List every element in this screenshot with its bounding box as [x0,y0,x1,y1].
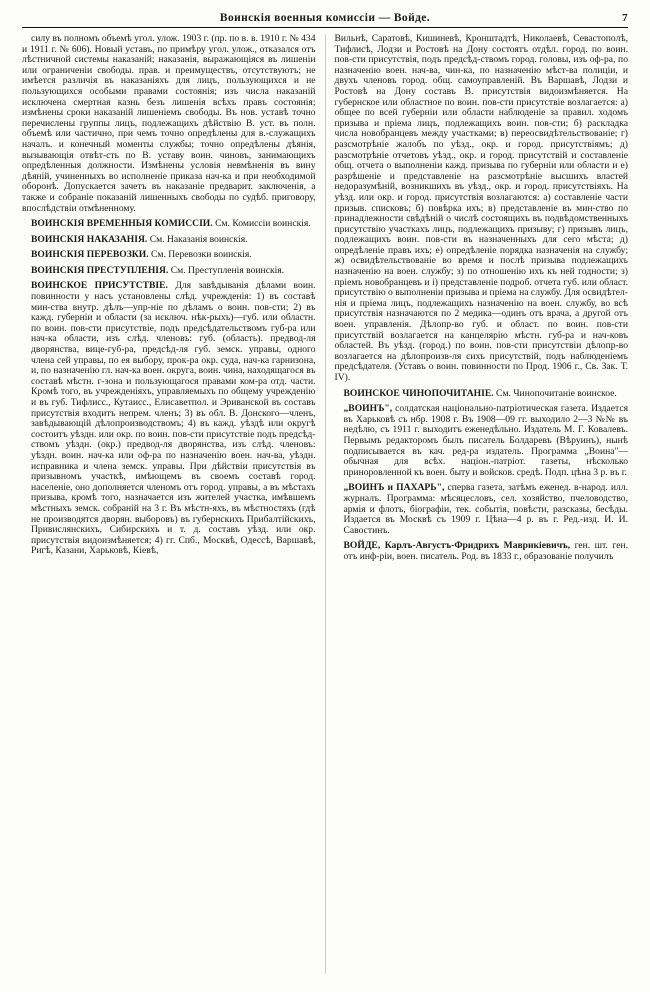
page-folio: 7 [622,12,628,24]
entry-body: солдатская національно-патріотическая газета. Издается въ Харьковѣ съ нбр. 1908 г. Въ 1908—09 гг. выходило 2—3 №№ въ недѣлю, съ 1911 г. выходитъ еженедѣльно. Издатель М. Г. Ковалевъ. Первымъ редакторомъ былъ писатель Болдаревъ (Вѣруинъ), нынѣ подписывается въ кач. ред-ра издатель. Программа „Воина"—обычная для всѣх. націон.-патріот. газеты, нѣсколько приноровленной къ воен. быту и войсков. средѣ. Подп. цѣна 3 р. въ г. [343,403,628,478]
entry-voin-newspaper [335,404,629,478]
entry-paragraph [335,389,629,400]
entry-headword: ВОЙДЕ, Карлъ-Августъ-Фридрихъ Маврикіевичъ, [343,540,571,552]
entry-body: См. Комиссіи воинскія. [212,218,311,230]
running-head-title: Воинскія военныя комиссіи — Войде. [219,12,431,24]
entry-paragraph [22,266,316,277]
entry-paragraph [22,250,316,261]
entry-paragraph [335,483,629,536]
entry-paragraph [22,281,316,556]
entry-voyde [335,541,629,562]
entry-body: ген. шт. ген. отъ инф-ріи, воен. писатель. Род. въ 1833 г., образованіе получилъ [343,540,628,562]
entry-body: См. Перевозки воинскія. [148,249,252,261]
entry-headword: „ВОИНЪ и ПАХАРЬ", [343,482,445,494]
entry-body: Для завѣдыванія дѣлами воин. повинности у насъ установлены слѣд. учрежденія: 1) въ составѣ мин-ства внутр. дѣлъ—упр-ніе по дѣламъ о воин. пов-сти; 2) въ кажд. губерніи и области (за исключ. нѣк-рыхъ)—губ. или областн. по воин. пов-сти присутствіе, подъ предсѣдательствомъ губ-ра или нач-ка области, изъ слѣд. членовъ: губ. (область). предвод-ля дворянства, вице-губ-ра, предсѣд-ля губ. земск. управы, одного члена сей управы, по ея выбору, прок-ра окр. суда, нач-ка гарнизона, и, по назначенію гл. нач-ка воен. округа, воин. чина, находящагося въ составѣ мѣстн. г-зона и пользующагося правами ком-ра отд. части. Кромѣ того, въ учрежденіяхъ, управляемыхъ по общему учрежденію и въ губ. Тифлисс., Кутаисс., Елисаветпол. и Эриванской въ составъ присутствія входитъ непрем. членъ; 3) въ обл. В. Донского—членъ, завѣдывающій дѣлопроизводствомъ; 4) въ кажд. уѣздѣ или округѣ состоитъ уѣздн. или окр. по воин. пов-сти присутствіе подъ предсѣд-ствомъ уѣздн. (окр.) предвод-ля дворянства, изъ слѣд. членовъ: уѣздн. воин. нач-ка или оф-ра по назначенію воен. нач-ва, уѣздн. исправника и члена земск. управы. При дѣйствіи присутствія въ призывномъ участкѣ, имѣющемъ въ своемъ составѣ город. населеніе, оно дополняется членомъ отъ город. управы, а въ мѣстахъ призыва, кромѣ того, назначается изъ жителей участка, имѣвшемъ мѣстныхъ земск. собраній на 3 г. Въ мѣстн-яхъ, въ мѣстностяхъ (гдѣ не производятся дворян. выборовъ) въ губернскихъ Прибалтійскихъ, Привислянскихъ, Сибирскихъ и т. д. составъ уѣзд. или окр. присутствія видоизмѣняется; 4) гг. Спб., Москвѣ, Одессѣ, Варшавѣ, Ригѣ, Казани, Харьковѣ, Кіевѣ, [31,280,316,557]
entry-headword: ВОИНСКІЯ ПЕРЕВОЗКИ. [31,249,149,261]
entry-headword: ВОИНСКОЕ ПРИСУТСТВІЕ. [31,280,168,292]
entry-voinskiya-nakazaniya [22,235,316,246]
two-column-body [22,34,628,974]
entry-voinskiya-vremennyya-komissii [22,219,316,230]
left-column [22,34,326,974]
entry-headword: ВОИНСКІЯ НАКАЗАНІЯ. [31,233,148,245]
entry-voinskiya-perevozki [22,250,316,261]
entry-headword: ВОИНСКІЯ ВРЕМЕННЫЯ КОМИССІИ. [31,218,213,230]
entry-headword: „ВОИНЪ", [343,403,393,415]
entry-voinskiya-prestupleniya [22,266,316,277]
entry-body: См. Наказанія воинскія. [147,233,248,245]
entry-voinskoe-chinopochitanie [335,389,629,400]
running-head [22,12,628,28]
right-column [326,34,629,974]
paragraph: силу въ полномъ объемѣ угол. улож. 1903 г. (пр. по в. в. 1910 г. № 434 и 1911 г. № 606). Новый уставъ, по примѣру угол. улож., отказался отъ лѣстничной системы наказаній; наказанія, выражающіяся въ лишеніи или ограниченіи свободы. прав. и преимуществъ, отсутствуютъ; не имѣется различія въ наказаніяхъ для лицъ, пользующихся и не пользующихся особыми правами состоянія; изъ числа наказаній исключена смертная казнь безъ лишенія всѣхъ правъ состоянія; измѣнены сроки наказаній лишеніемъ свободы. Въ нов. уставѣ точно перечислены группы лицъ, подлежащихъ дѣйствію В. уст. въ полн. объемѣ или частично, при чемъ точно опредѣлены для в.-служащихъ началъ. и конечный моменты службы; точно опредѣлены дѣянія, вызывающія отвѣт-сть по В. уставу воин. чиновъ, занимающихъ опредѣленныя должности. Измѣнены условія невмѣненія въ вину дѣяній, учиненныхъ во исполненіе приказа нач-ка и при необходимой оборонѣ. Допускается зачетъ въ наказаніе предварит. заключенія, а также и собраніе показаній лишенныхъ свободы по судѣб. приговору, впослѣдствіи отмѣненному. [22,33,316,214]
entry-body: сперва газета, затѣмъ еженед. в-народ. илл. журналъ. Программа: мѣсяцесловъ, сел. хозяйство, пчеловодство, армія и флотъ, біографіи, тек. событія, повѣсти, разсказы, бесѣды. Издается въ Москвѣ съ 1909 г. Цѣна—4 р. въ г. Ред.-изд. И. И. Савостинъ. [343,482,628,536]
paragraph: Вильнѣ, Саратовѣ, Кишиневѣ, Кронштадтѣ, Николаевѣ, Севастополѣ, Тифлисѣ, Лодзи и Ростовѣ на Дону состоятъ отдѣл. город. по воин. пов-сти присутствія, подъ предсѣд-ствомъ город. головы, изъ оф-ра, по назначенію воен. нач-ва, чин-ка, по назначенію мѣст-ва полиціи, и двухъ членовъ город. общ. самоуправленій. Въ Варшавѣ, Лодзи и Ростовѣ на Дону составъ В. присутствія видоизмѣняется. На губернское или областное по воин. пов-сти присутствіе возлагается: а) общее по всей губерніи или области наблюденіе за правил. ходомъ призыва и пріема лицъ, подлежащихъ воин. пов-сти; б) раскладка числа новобранцевъ между участками; в) переосвидѣтельствованіе; г) разсмотрѣніе жалобъ по уѣзд., окр. и город. присутствіямъ; д) разсмотрѣніе отчетовъ уѣзд., окр. и город. присутствій и составленіе общ. отчета о выполненіи кажд. призыва по губерніи или области и е) разрѣшеніе и представленіе на разсмотрѣніе высшихъ властей недоразумѣній, возникшихъ въ уѣзд., окр. и город. присутствіяхъ. На уѣзд. или окр. и город. присутствія возлагаются: а) составленіе части призыв. списковъ; б) повѣрка ихъ; в) представленіе въ мин-ство по принадлежности свѣдѣній о числѣ состоящихъ въ подвѣдомственныхъ присутствію участкахъ лицъ, подлежащихъ призыву; г) призывъ лицъ, подлежащихъ воин. пов-сти въ назначенныхъ для сего мѣста; д) опредѣленіе правъ ихъ; е) опредѣленіе порядка назначенія на службу; ж) освидѣтельствованіе во время и послѣ призыва подлежащихъ назначенію на воен. службу; з) по отношенію ихъ къ ней годности; з) пріемъ новобранцевъ и і) представленіе подроб. отчета губ. или област. присутствію о выполненіи призыва и пріема на службу. Для освидѣтел-нія и пріема лицъ, подлежащихъ назначенію на воен. службу, во всѣ присутствія назначаются по 2 медика—одинъ отъ врача, а другой отъ воен. управленія. Дѣлопр-во губ. и област. по воин. пов-сти присутствій возлагается на канцелярію мѣстн. губ-ра и нач-ковъ областей. Въ уѣзд. (город.) по воин. пов-сти присутствіи дѣлопр-во возлагается на дѣлопроизв-ля сихъ присутствій, подъ наблюденіемъ предсѣдателя. (Уставъ о воин. повинности по Прод. 1906 г., Св. Зак. Т. IV). [334,33,628,383]
entry-body: См. Преступленія воинскія. [168,264,285,276]
entry-headword: ВОИНСКОЕ ЧИНОПОЧИТАНІЕ. [343,387,494,399]
entry-voin-i-pahar [335,483,629,536]
entry-paragraph [335,541,629,562]
entry-voinskoe-prisutstvie [22,281,316,556]
entry-paragraph [335,404,629,478]
entry-paragraph [22,219,316,230]
entry-headword: ВОИНСКІЯ ПРЕСТУПЛЕНІЯ. [31,264,169,276]
entry-body: См. Чинопочитаніе воинское. [493,387,617,399]
entry-paragraph [22,235,316,246]
